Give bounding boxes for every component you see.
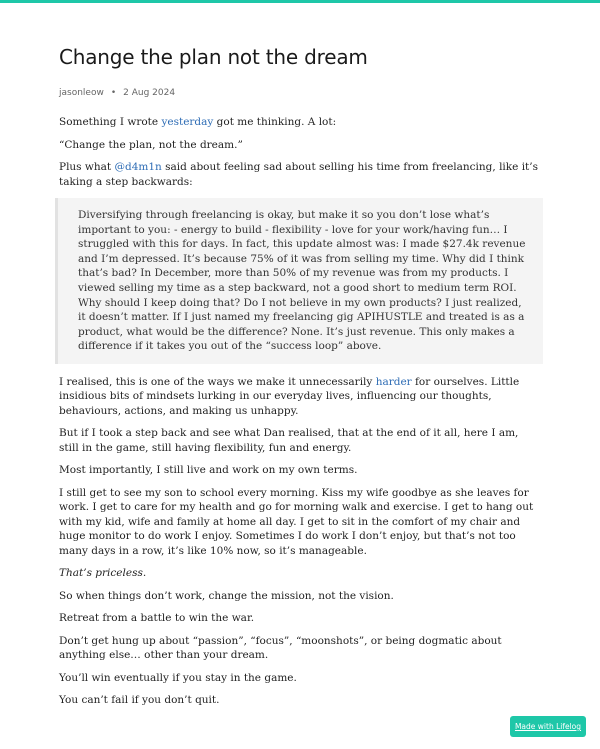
text: Plus what — [59, 161, 115, 173]
text: I realised, this is one of the ways we make it unnecessarily — [59, 375, 376, 388]
paragraph-retreat: Retreat from a battle to win the war. — [59, 612, 255, 625]
emphasis-text: That’s priceless. — [59, 567, 147, 580]
paragraph-realised — [59, 375, 539, 419]
page-title: Change the plan not the dream — [59, 45, 368, 69]
post-date: 2 Aug 2024 — [123, 88, 176, 98]
top-accent-bar — [0, 0, 600, 3]
post-meta — [59, 88, 175, 98]
yesterday-link[interactable]: yesterday — [161, 116, 214, 128]
paragraph-hung-up: Don’t get hung up about “passion”, “focus”, “moonshots”, or being dogmatic about anything else… other than your dream. — [59, 634, 502, 662]
made-with-lifelog-button[interactable]: Made with Lifelog — [510, 716, 586, 737]
article-body — [59, 115, 539, 716]
paragraph-daily-life: I still get to see my son to school every morning. Kiss my wife goodbye as she leaves for work. I get to care for my health and go for morning walk and exercise. I get to hang out with my kid, wife and family at home all day. I get to sit in the comfort of my chair and huge monitor to do work I enjoy. Sometimes I do work I don’t enjoy, but that’s not too many days in a row, it’s like 10% now, so it’s manageable. — [59, 486, 534, 557]
blockquote: Diversifying through freelancing is okay, but make it so you don’t lose what’s important to you: - energy to build - flexibility - love for your work/having fun… I struggled with this for days. In fact, this update almost was: I made $27.4k revenue and I’m depressed. It’s because 75% of it was from selling my time. Why did I think that’s bad? In December, more than 50% of my revenue was from my products. I viewed selling my time as a step backward, not a good short to medium term ROI. Why should I keep doing that? Do I not believe in my own products? I just realized, it doesn’t matter. If I just named my freelancing gig APIHUSTLE and treated is as a product, what would be the difference? None. It’s just revenue. This only makes a difference if it takes you out of the “success loop” above. — [55, 198, 543, 364]
paragraph-intro — [59, 115, 539, 130]
paragraph-priceless — [59, 566, 539, 581]
text: said about feeling sad about selling his time from freelancing, like it’s taking a step backwards: — [59, 161, 539, 188]
paragraph-mention — [59, 160, 539, 189]
paragraph-own-terms: Most importantly, I still live and work on my own terms. — [59, 464, 358, 477]
paragraph-cant-fail: You can’t fail if you don’t quit. — [59, 694, 220, 707]
text: got me thinking. A lot: — [213, 116, 337, 128]
user-mention-link[interactable]: @d4m1n — [114, 161, 162, 173]
text: Something I wrote — [59, 116, 162, 128]
paragraph-win-eventually: You’ll win eventually if you stay in the game. — [59, 671, 297, 684]
paragraph-quote-line: “Change the plan, not the dream.” — [59, 138, 243, 151]
meta-separator: • — [110, 88, 117, 98]
paragraph-step-back: But if I took a step back and see what Dan realised, that at the end of it all, here I am, still in the game, still having flexibility, fun and energy. — [59, 427, 519, 454]
harder-link[interactable]: harder — [375, 375, 412, 388]
paragraph-change-mission: So when things don’t work, change the mission, not the vision. — [59, 589, 394, 602]
author-name: jasonleow — [59, 88, 104, 98]
text: for ourselves. Little insidious bits of mindsets lurking in our everyday lives, influencing our thoughts, behaviours, actions, and making us unhappy. — [59, 375, 520, 417]
